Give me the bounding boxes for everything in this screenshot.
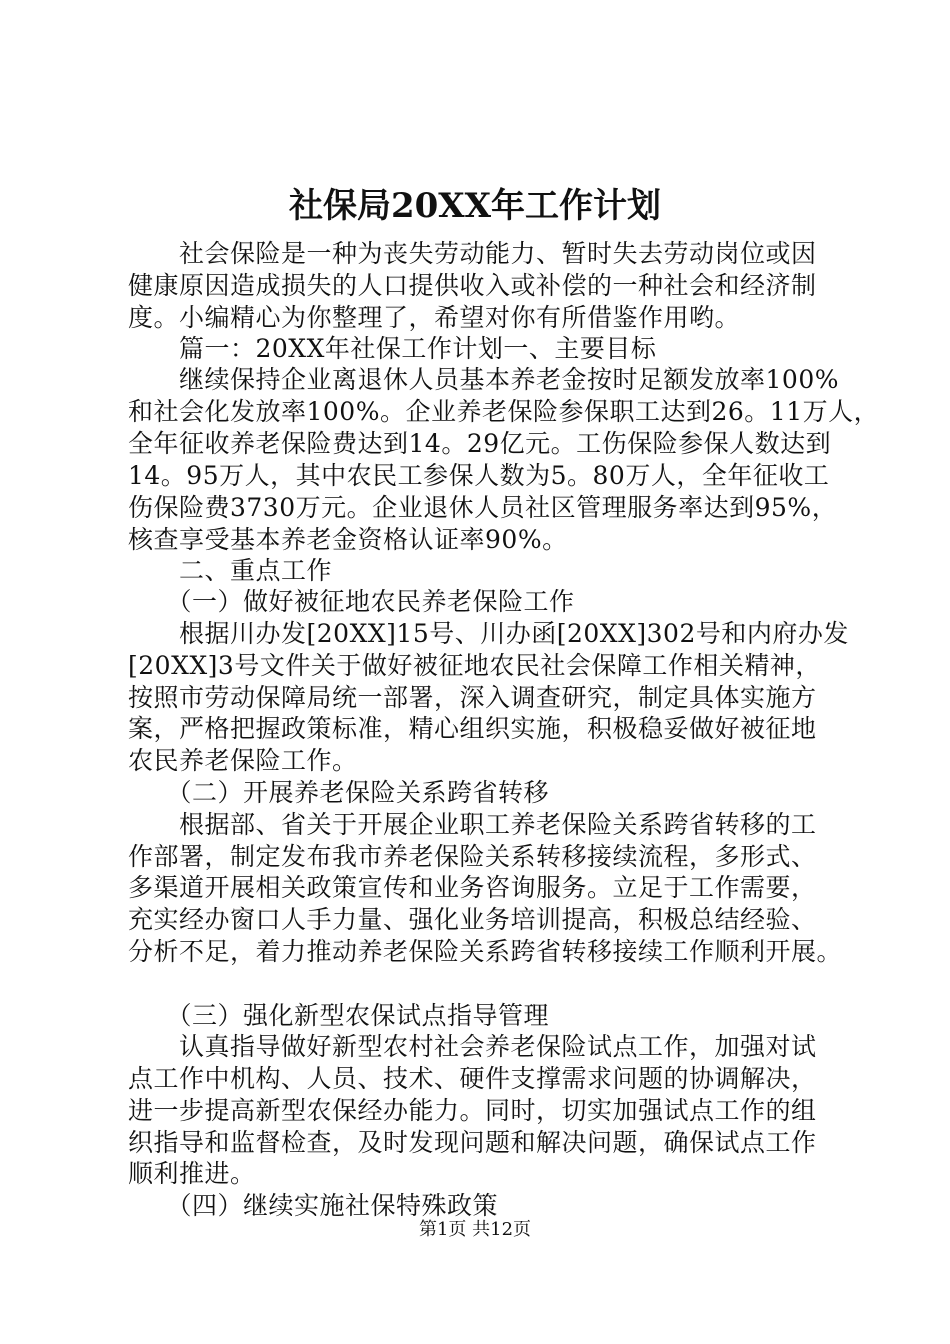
section-heading: 二、重点工作 [128, 556, 333, 585]
document-title: 社保局20XX年工作计划 [288, 186, 662, 226]
body-line: 核查享受基本养老金资格认证率90%。 [128, 525, 568, 554]
body-line: 认真指导做好新型农村社会养老保险试点工作，加强对试 [128, 1032, 817, 1061]
body-line: 伤保险费3730万元。企业退休人员社区管理服务率达到95%， [128, 493, 838, 522]
body-line: 健康原因造成损失的人口提供收入或补偿的一种社会和经济制 [128, 271, 817, 300]
body-line: 按照市劳动保障局统一部署，深入调查研究，制定具体实施方 [128, 683, 817, 712]
body-line: 分析不足，着力推动养老保险关系跨省转移接续工作顺利开展。 [128, 937, 843, 966]
body-line: 织指导和监督检查，及时发现问题和解决问题，确保试点工作 [128, 1128, 817, 1157]
body-line: 社会保险是一种为丧失劳动能力、暂时失去劳动岗位或因 [128, 239, 817, 268]
body-line: 顺利推进。 [128, 1159, 256, 1188]
page-number-footer: 第1页 共12页 [418, 1219, 532, 1240]
subsection-heading: （三）强化新型农保试点指导管理 [128, 1001, 550, 1030]
subsection-heading: （二）开展养老保险关系跨省转移 [128, 778, 550, 807]
body-line: 14。95万人，其中农民工参保人数为5。80万人，全年征收工 [128, 461, 830, 490]
body-line: 案，严格把握政策标准，精心组织实施，积极稳妥做好被征地 [128, 714, 817, 743]
body-line: 点工作中机构、人员、技术、硬件支撑需求问题的协调解决， [128, 1064, 817, 1093]
body-line: 农民养老保险工作。 [128, 746, 358, 775]
body-line: 多渠道开展相关政策宣传和业务咨询服务。立足于工作需要， [128, 873, 817, 902]
body-line: [20XX]3号文件关于做好被征地农民社会保障工作相关精神， [128, 651, 821, 680]
subsection-heading: （四）继续实施社保特殊政策 [128, 1191, 499, 1220]
body-line: 进一步提高新型农保经办能力。同时，切实加强试点工作的组 [128, 1096, 817, 1125]
subsection-heading: （一）做好被征地农民养老保险工作 [128, 587, 575, 616]
body-line: 作部署，制定发布我市养老保险关系转移接续流程，多形式、 [128, 842, 817, 871]
body-line: 根据川办发[20XX]15号、川办函[20XX]302号和内府办发 [128, 619, 849, 648]
body-line: 根据部、省关于开展企业职工养老保险关系跨省转移的工 [128, 810, 817, 839]
body-line: 继续保持企业离退休人员基本养老金按时足额发放率100% [128, 365, 839, 394]
body-line: 度。小编精心为你整理了，希望对你有所借鉴作用哟。 [128, 303, 741, 332]
body-line: 篇一：20XX年社保工作计划一、主要目标 [128, 334, 657, 363]
body-line: 全年征收养老保险费达到14。29亿元。工伤保险参保人数达到 [128, 429, 832, 458]
body-line: 和社会化发放率100%。企业养老保险参保职工达到26。11万人， [128, 397, 880, 426]
body-line: 充实经办窗口人手力量、强化业务培训提高，积极总结经验、 [128, 905, 817, 934]
